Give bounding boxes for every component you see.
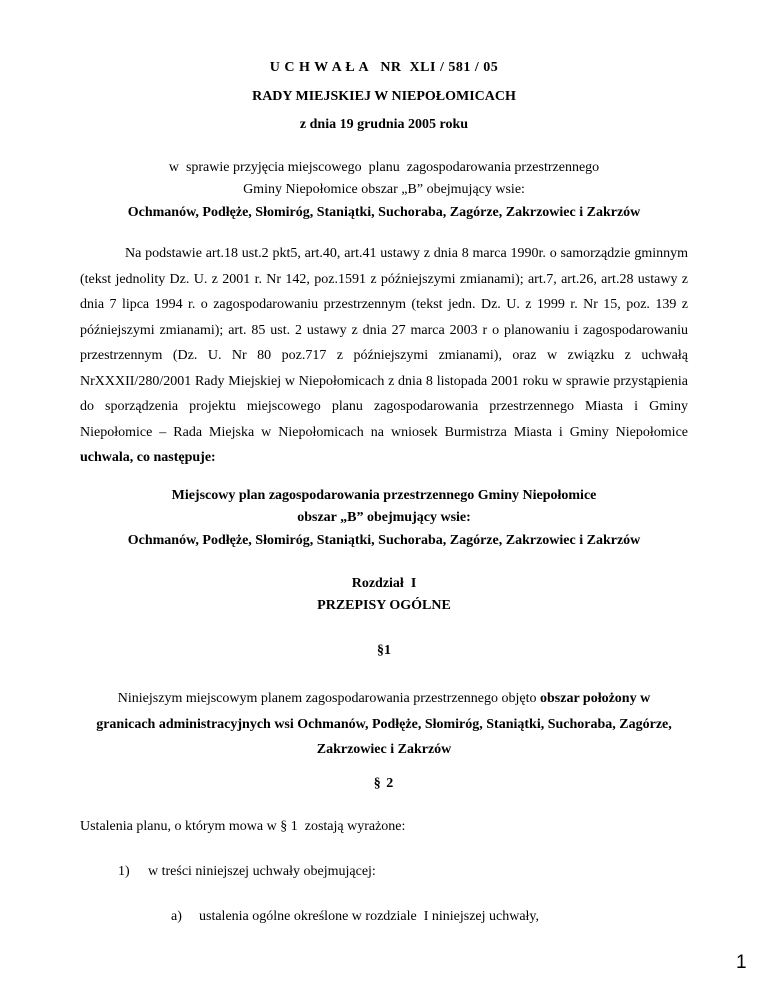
preamble-paragraph — [80, 241, 688, 471]
list-item-1 — [118, 864, 376, 880]
section-1-text-normal: Niniejszym miejscowym planem zagospodarowania przestrzennego objęto — [117, 691, 537, 706]
plan-title-villages: Ochmanów, Podłęże, Słomiróg, Staniątki, Suchoraba, Zagórze, Zakrzowiec i Zakrzów — [127, 533, 641, 548]
section-2-mark: § 2 — [373, 776, 395, 791]
list-item-1-text: w treści niniejszej uchwały obejmującej: — [148, 864, 376, 879]
section-1-text — [88, 686, 680, 763]
preamble-text: Na podstawie art.18 ust.2 pkt5, art.40, art.41 ustawy z dnia 8 marca 1990r. o samorządzie gminnym (tekst jednolity Dz. U. z 2001 r. Nr 142, poz.1591 z późniejszymi zmianami); art.7, art.26, art.28 ustawy z dnia 7 lipca 1994 r. o zagospodarowaniu przestrzennym (tekst jedn. Dz. U. z 1999 r. Nr 15, poz. 139 z późniejszymi zmianami); art. 85 ust. 2 ustawy z dnia 27 marca 2003 r o planowaniu i zagospodarowaniu przestrzennym (Dz. U. Nr 80 poz.717 z późniejszymi zmianami), oraz w związku z uchwałą NrXXXII/280/2001 Rady Miejskiej w Niepołomicach z dnia 8 listopada 2001 roku w sprawie przystąpienia do sporządzenia projektu miejscowego planu zagospodarowania przestrzennego Miasta i Gminy Niepołomice – Rada Miejska w Niepołomicach na wniosek Burmistrza Miasta i Gminy Niepołomice — [80, 246, 688, 440]
plan-title-line-2: obszar „B” obejmujący wsie: — [297, 510, 471, 525]
section-1-mark: §1 — [377, 643, 391, 658]
list-item-1a-letter: a) — [171, 909, 182, 924]
resolution-date: z dnia 19 grudnia 2005 roku — [299, 117, 469, 132]
council-name: RADY MIEJSKIEJ W NIEPOŁOMICACH — [252, 89, 516, 104]
chapter-number: Rozdział I — [351, 576, 417, 591]
section-1-text-bold: obszar położony w granicach administracyjnych wsi Ochmanów, Podłęże, Słomiróg, Staniątki, Suchoraba, Zagórze, Zakrzowiec i Zakrzów — [96, 691, 672, 757]
resolution-number: U C H W A Ł A NR XLI / 581 / 05 — [269, 60, 499, 75]
chapter-title: PRZEPISY OGÓLNE — [317, 598, 451, 613]
plan-title-line-1: Miejscowy plan zagospodarowania przestrzennego Gminy Niepołomice — [171, 488, 597, 503]
list-item-1a-text: ustalenia ogólne określone w rozdziale I niniejszej uchwały, — [199, 909, 540, 924]
subject-line-1: w sprawie przyjęcia miejscowego planu zagospodarowania przestrzennego — [168, 160, 600, 175]
list-item-1-number: 1) — [118, 864, 130, 879]
section-2-text: Ustalenia planu, o którym mowa w § 1 zostają wyrażone: — [80, 819, 406, 834]
preamble-resolves: uchwala, co następuje: — [80, 450, 216, 465]
subject-line-2: Gminy Niepołomice obszar „B” obejmujący wsie: — [243, 182, 525, 197]
subject-villages: Ochmanów, Podłęże, Słomiróg, Staniątki, Suchoraba, Zagórze, Zakrzowiec i Zakrzów — [127, 205, 641, 220]
list-item-1a — [171, 909, 539, 925]
page-number: 1 — [736, 952, 747, 973]
